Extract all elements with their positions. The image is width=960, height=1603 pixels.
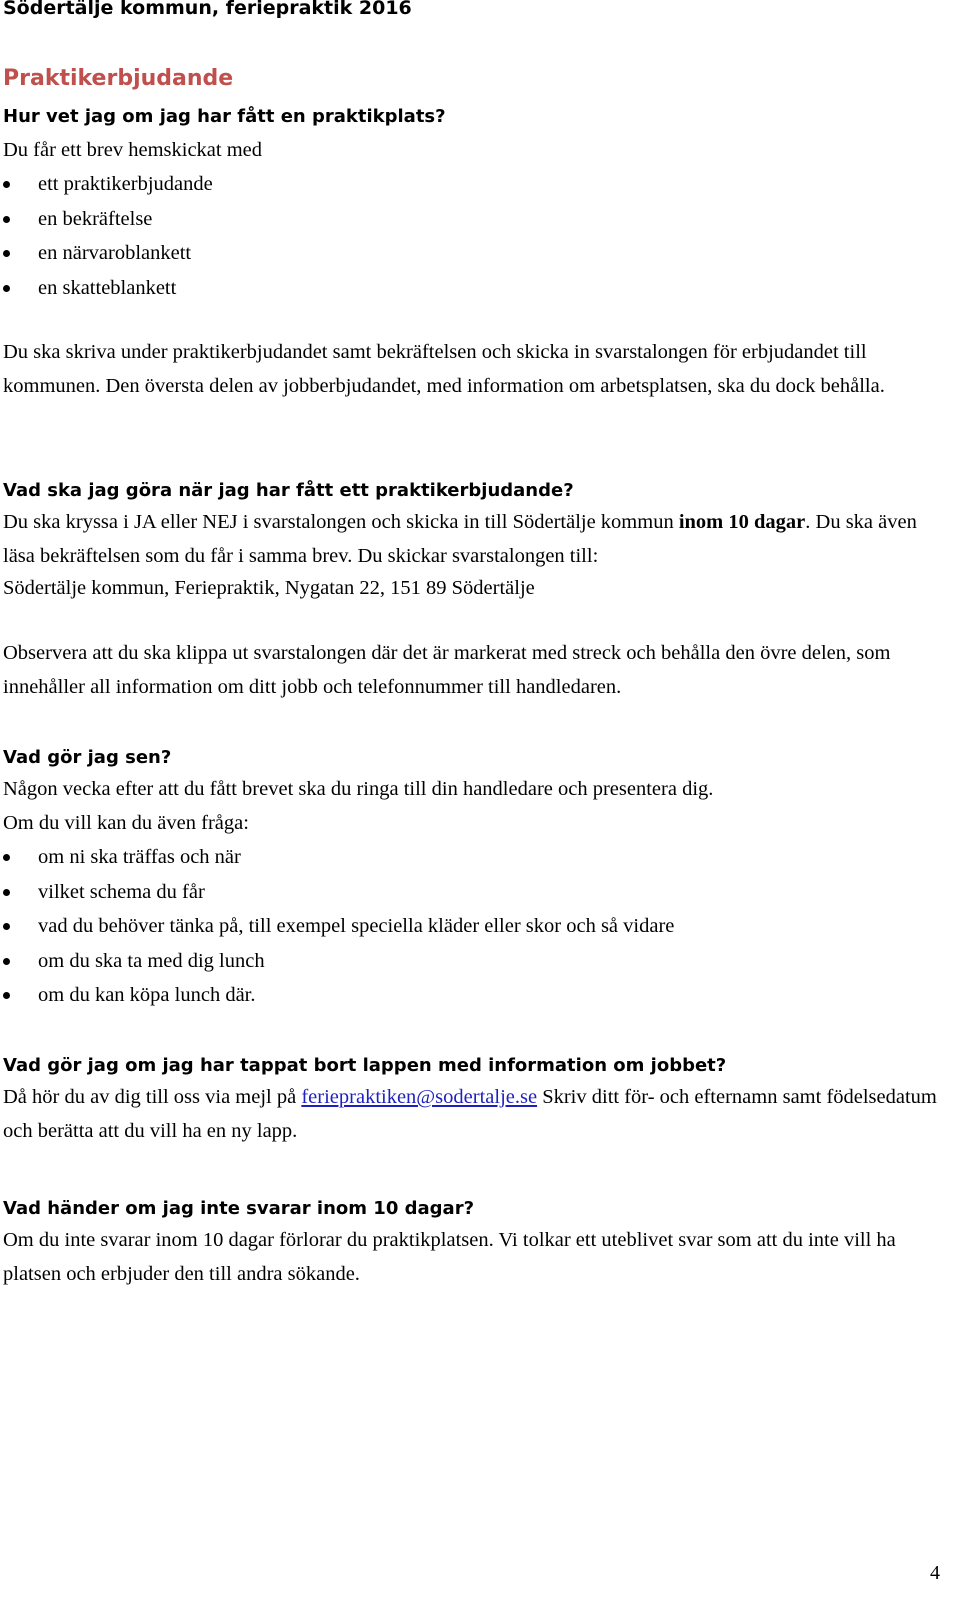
page-number: 4: [930, 1562, 940, 1584]
email-link[interactable]: feriepraktiken@sodertalje.se: [301, 1086, 538, 1108]
bullet-icon: [3, 889, 10, 896]
q2-paragraph: Du ska kryssa i JA eller NEJ i svarstalongen och skicka in till Södertälje kommun inom 10 dagar. Du ska även läsa bekräftelsen som du får i samma brev. Du skickar svarstalongen till:: [3, 511, 917, 567]
deadline-emphasis: inom 10 dagar: [678, 511, 806, 533]
heading-lost-paper: Vad gör jag om jag har tappat bort lappen med information om jobbet?: [3, 1055, 727, 1076]
list-item: vilket schema du får: [3, 875, 674, 910]
bullet-icon: [3, 923, 10, 930]
bullet-icon: [3, 285, 10, 292]
list-item: en skatteblankett: [3, 271, 213, 306]
q5-paragraph: Om du inte svarar inom 10 dagar förlorar du praktikplatsen. Vi tolkar ett uteblivet svar som att du inte vill ha platsen och erbjuder den till andra sökande.: [3, 1229, 896, 1285]
document-header: Södertälje kommun, feriepraktik 2016: [3, 0, 412, 19]
list-item: om du ska ta med dig lunch: [3, 944, 674, 979]
list-item: om du kan köpa lunch där.: [3, 978, 674, 1013]
questions-list: [3, 840, 674, 1013]
q3-paragraph-2: Om du vill kan du även fråga:: [3, 812, 249, 834]
letter-contents-list: [3, 167, 213, 305]
bullet-icon: [3, 992, 10, 999]
list-item: ett praktikerbjudande: [3, 167, 213, 202]
q2-note: Observera att du ska klippa ut svarstalongen där det är markerat med streck och behålla den övre delen, som innehåller all information om ditt jobb och telefonnummer till handledaren.: [3, 642, 891, 698]
bullet-icon: [3, 958, 10, 965]
bullet-icon: [3, 181, 10, 188]
q1-paragraph: Du ska skriva under praktikerbjudandet samt bekräftelsen och skicka in svarstalongen för erbjudandet till kommunen. Den översta delen av jobberbjudandet, med information om arbetsplatsen, ska du dock behålla.: [3, 341, 885, 397]
bullet-icon: [3, 854, 10, 861]
list-item: om ni ska träffas och när: [3, 840, 674, 875]
bullet-icon: [3, 216, 10, 223]
list-item: en bekräftelse: [3, 202, 213, 237]
bullet-icon: [3, 250, 10, 257]
heading-what-next: Vad gör jag sen?: [3, 747, 172, 768]
heading-no-reply: Vad händer om jag inte svarar inom 10 dagar?: [3, 1198, 475, 1219]
q3-paragraph-1: Någon vecka efter att du fått brevet ska du ringa till din handledare och presentera dig.: [3, 778, 714, 800]
heading-what-to-do: Vad ska jag göra när jag har fått ett praktikerbjudande?: [3, 480, 574, 501]
q1-intro: Du får ett brev hemskickat med: [3, 139, 263, 161]
q4-paragraph: Då hör du av dig till oss via mejl på feriepraktiken@sodertalje.se Skriv ditt för- och efternamn samt födelsedatum och berätta att du vill ha en ny lapp.: [3, 1086, 937, 1142]
list-item: en närvaroblankett: [3, 236, 213, 271]
section-title: Praktikerbjudande: [3, 66, 234, 91]
list-item: vad du behöver tänka på, till exempel speciella kläder eller skor och så vidare: [3, 909, 674, 944]
heading-how-do-i-know: Hur vet jag om jag har fått en praktikplats?: [3, 106, 446, 127]
mailing-address: Södertälje kommun, Feriepraktik, Nygatan 22, 151 89 Södertälje: [3, 577, 535, 599]
